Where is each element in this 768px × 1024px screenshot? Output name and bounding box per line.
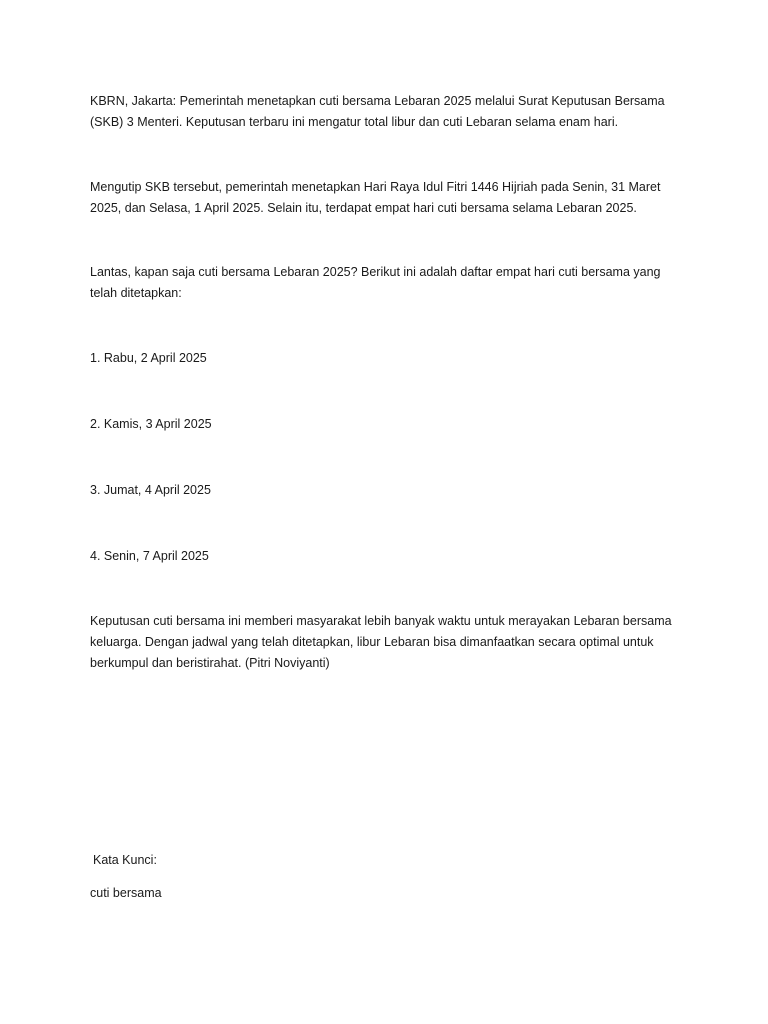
list-item: 4. Senin, 7 April 2025 xyxy=(90,549,209,563)
keywords-label: Kata Kunci: xyxy=(93,853,157,867)
article-paragraph: Lantas, kapan saja cuti bersama Lebaran 2025? Berikut ini adalah daftar empat hari cuti bersama yang telah ditetapkan: xyxy=(90,265,661,300)
keywords-value: cuti bersama xyxy=(90,886,162,900)
article-paragraph: KBRN, Jakarta: Pemerintah menetapkan cuti bersama Lebaran 2025 melalui Surat Keputusan Bersama (SKB) 3 Menteri. Keputusan terbaru ini mengatur total libur dan cuti Lebaran selama enam hari. xyxy=(90,94,665,129)
list-item: 1. Rabu, 2 April 2025 xyxy=(90,351,207,365)
article-paragraph: Mengutip SKB tersebut, pemerintah menetapkan Hari Raya Idul Fitri 1446 Hijriah pada Senin, 31 Maret 2025, dan Selasa, 1 April 2025. Selain itu, terdapat empat hari cuti bersama selama Lebaran 2025. xyxy=(90,180,661,215)
list-item: 2. Kamis, 3 April 2025 xyxy=(90,417,212,431)
list-item: 3. Jumat, 4 April 2025 xyxy=(90,483,211,497)
article-paragraph: Keputusan cuti bersama ini memberi masyarakat lebih banyak waktu untuk merayakan Lebaran bersama keluarga. Dengan jadwal yang telah ditetapkan, libur Lebaran bisa dimanfaatkan secara optimal untuk berkumpul dan beristirahat. (Pitri Noviyanti) xyxy=(90,614,672,670)
